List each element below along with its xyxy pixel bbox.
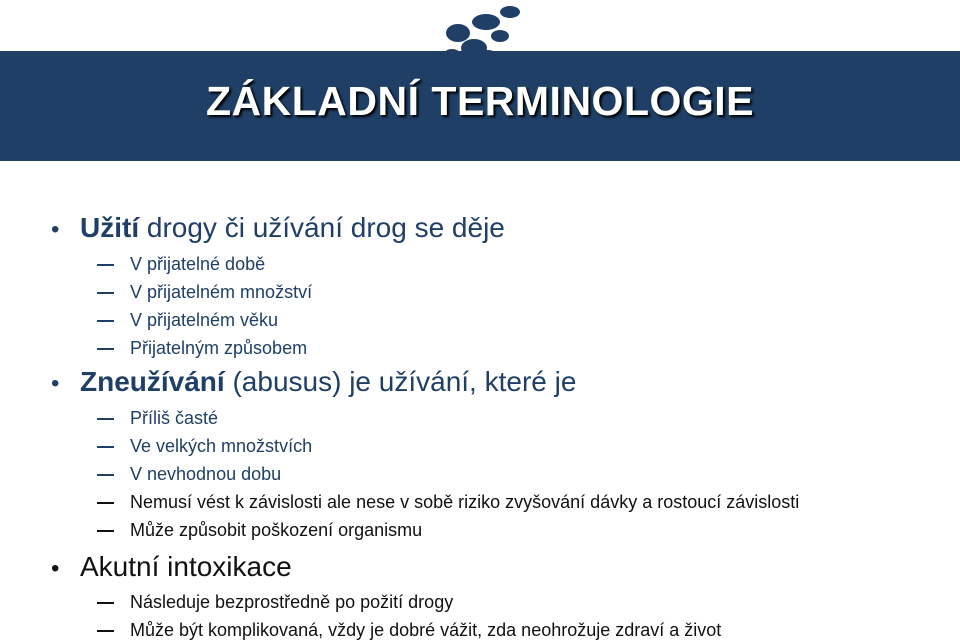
heading-strong: Zneužívání	[80, 366, 225, 397]
list-item: V nevhodnou dobu	[97, 464, 281, 485]
list-item: V přijatelném věku	[97, 310, 278, 331]
dash-icon	[97, 630, 114, 632]
footprints-logo-icon	[430, 0, 530, 72]
slide-title: ZÁKLADNÍ TERMINOLOGIE	[205, 78, 755, 124]
dash-icon	[97, 348, 114, 350]
dash-icon	[97, 320, 114, 322]
list-item: Nemusí vést k závislosti ale nese v sobě riziko zvyšování dávky a rostoucí závislosti	[97, 492, 799, 513]
dash-icon	[97, 602, 114, 604]
heading-rest: drogy či užívání drog se děje	[139, 212, 505, 243]
heading-strong: Užití	[80, 212, 140, 243]
list-item: Následuje bezprostředně po požití drogy	[97, 592, 453, 613]
section-heading-uziti	[51, 212, 505, 244]
dash-icon	[97, 292, 114, 294]
bullet-icon: •	[51, 555, 60, 582]
dash-icon	[97, 530, 114, 532]
list-item: Příliš časté	[97, 408, 218, 429]
list-item: Může způsobit poškození organismu	[97, 520, 422, 541]
list-item: Přijatelným způsobem	[97, 338, 307, 359]
list-item: V přijatelné době	[97, 254, 265, 275]
list-item: V přijatelném množství	[97, 282, 312, 303]
list-item: Ve velkých množstvích	[97, 436, 312, 457]
dash-icon	[97, 502, 114, 504]
heading-strong: Akutní intoxikace	[80, 551, 292, 582]
dash-icon	[97, 446, 114, 448]
bullet-icon: •	[51, 216, 60, 243]
dash-icon	[97, 264, 114, 266]
dash-icon	[97, 474, 114, 476]
section-heading-zneuzivani	[51, 366, 576, 398]
heading-rest: (abusus) je užívání, které je	[224, 366, 577, 397]
section-heading-akutni-intoxikace	[51, 551, 292, 583]
bullet-icon: •	[51, 370, 60, 397]
list-item: Může být komplikovaná, vždy je dobré vážit, zda neohrožuje zdraví a život	[97, 620, 721, 641]
dash-icon	[97, 418, 114, 420]
